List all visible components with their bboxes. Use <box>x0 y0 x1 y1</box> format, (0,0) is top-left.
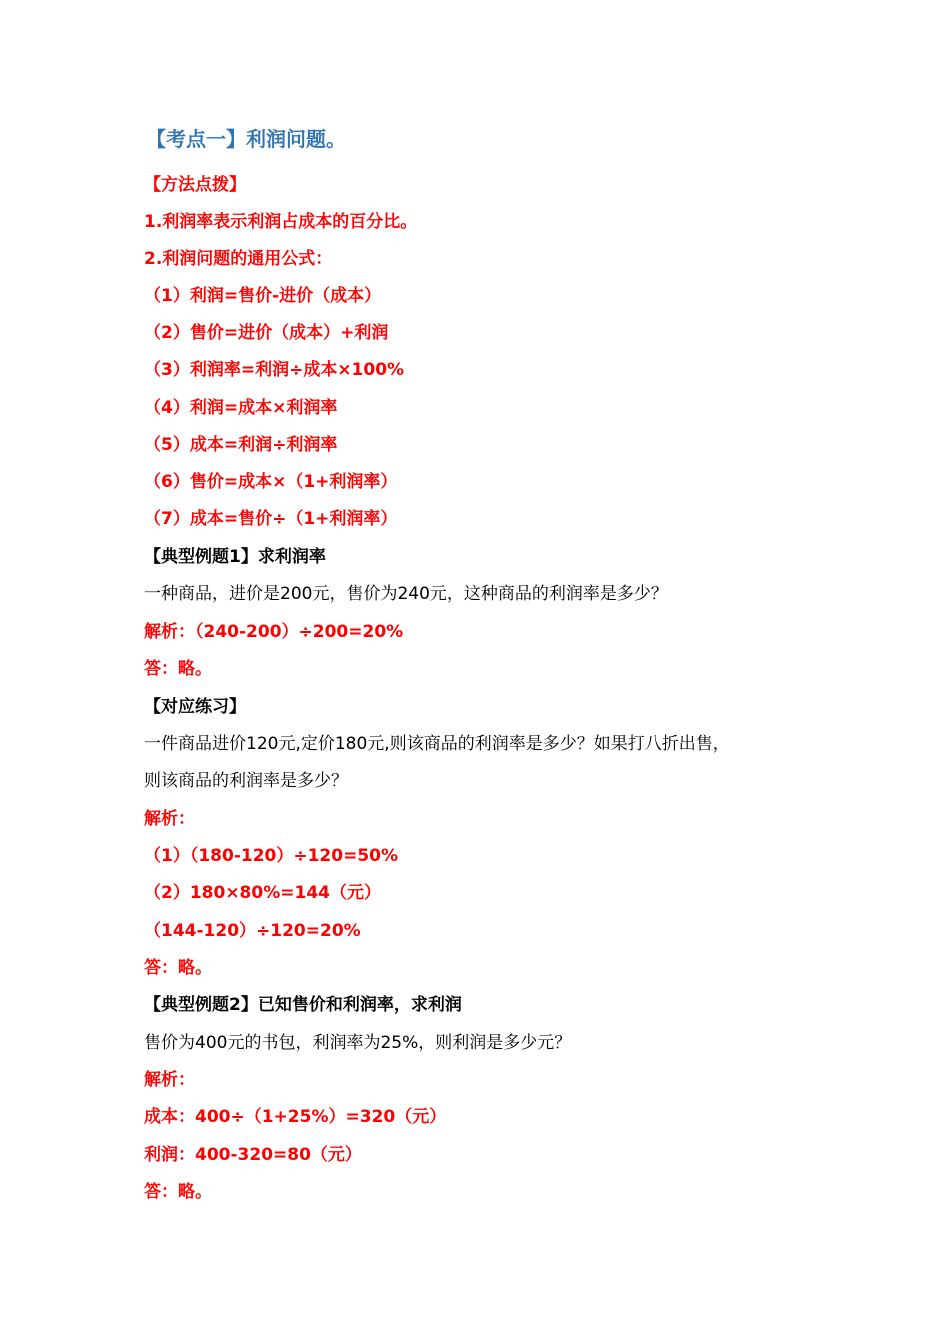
practice-question-line-1: 一件商品进价120元,定价180元,则该商品的利润率是多少？如果打八折出售， <box>144 734 730 754</box>
method-point-1: 1.利润率表示利润占成本的百分比。 <box>144 212 418 232</box>
example-2-answer: 答：略。 <box>144 1182 212 1202</box>
method-point-2: 2.利润问题的通用公式： <box>144 249 333 269</box>
practice-step-3: （144-120）÷120=20% <box>144 921 361 941</box>
section-title: 【考点一】利润问题。 <box>146 127 346 151</box>
example-2-question: 售价为400元的书包，利润率为25%，则利润是多少元？ <box>144 1033 572 1053</box>
formula-4: （4）利润=成本×利润率 <box>144 398 338 418</box>
practice-heading: 【对应练习】 <box>144 697 246 717</box>
practice-answer: 答：略。 <box>144 958 212 978</box>
formula-6: （6）售价=成本×（1+利润率） <box>144 472 398 492</box>
example-1-answer: 答：略。 <box>144 659 212 679</box>
formula-3: （3）利润率=利润÷成本×100% <box>144 360 405 380</box>
practice-question-line-2: 则该商品的利润率是多少？ <box>144 771 348 791</box>
example-1-heading: 【典型例题1】求利润率 <box>144 547 326 567</box>
practice-step-1: （1）（180-120）÷120=50% <box>144 846 399 866</box>
example-2-solution-label: 解析： <box>144 1070 195 1090</box>
method-heading: 【方法点拨】 <box>144 175 246 195</box>
example-2-step-1: 成本：400÷（1+25%）=320（元） <box>144 1107 447 1127</box>
example-1-question: 一种商品，进价是200元，售价为240元，这种商品的利润率是多少？ <box>144 584 668 604</box>
formula-5: （5）成本=利润÷利润率 <box>144 435 338 455</box>
practice-step-2: （2）180×80%=144（元） <box>144 883 381 903</box>
example-1-solution: 解析：（240-200）÷200=20% <box>144 622 404 642</box>
example-2-heading: 【典型例题2】已知售价和利润率，求利润 <box>144 995 462 1015</box>
practice-solution-label: 解析： <box>144 809 195 829</box>
formula-2: （2）售价=进价（成本）+利润 <box>144 323 389 343</box>
example-2-step-2: 利润：400-320=80（元） <box>144 1145 362 1165</box>
formula-7: （7）成本=售价÷（1+利润率） <box>144 509 398 529</box>
formula-1: （1）利润=售价-进价（成本） <box>144 286 382 306</box>
